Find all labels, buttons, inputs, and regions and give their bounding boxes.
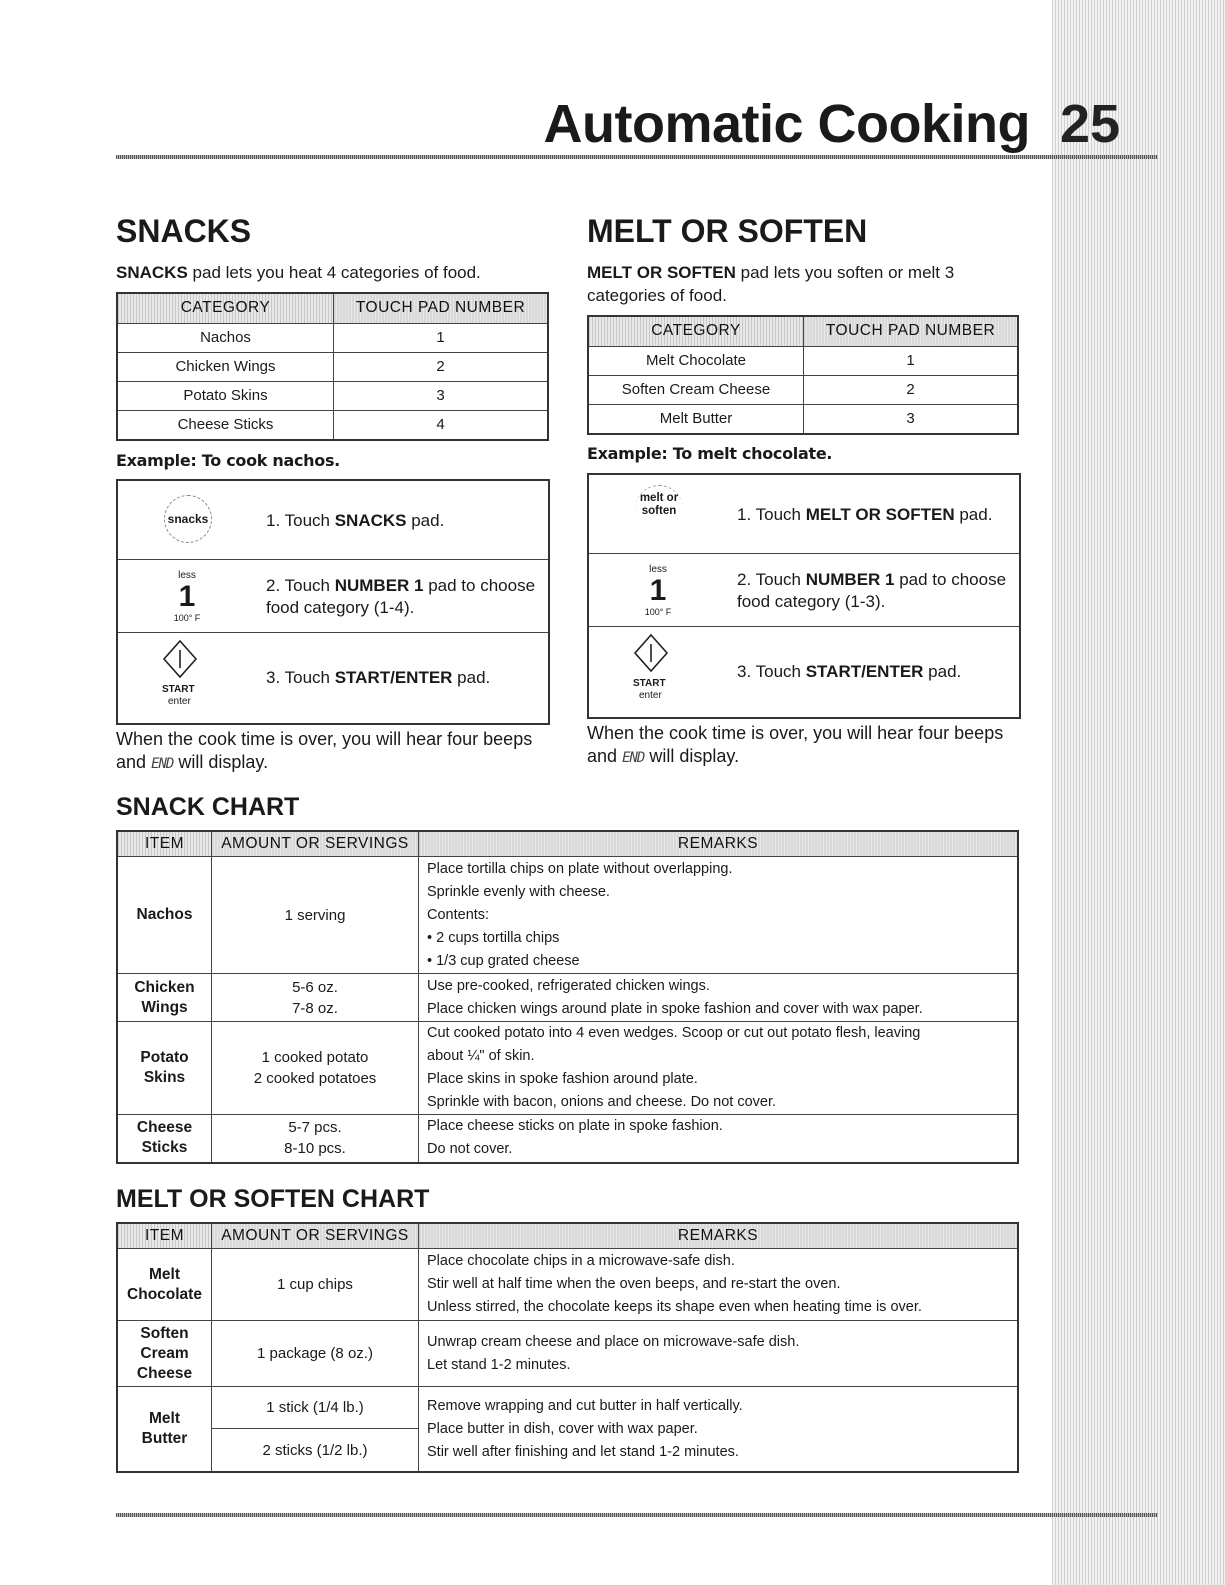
melt-chart-table: [116, 1222, 1019, 1473]
chart-remarks: [419, 1115, 1019, 1163]
amount-line: 5-7 pcs.: [288, 1119, 342, 1137]
table-row: [117, 1022, 1018, 1115]
header-rule: [116, 155, 1158, 159]
chart-item: [117, 1115, 212, 1163]
chart-amount: [212, 1022, 419, 1115]
start-enter-pad-icon: [633, 633, 693, 702]
amount-line: 8-10 pcs.: [284, 1140, 346, 1158]
number-one-pad-icon: [633, 564, 683, 618]
snacks-pad-number: 2: [334, 352, 549, 381]
item-line: Sticks: [141, 1139, 188, 1157]
table-row: [117, 410, 548, 440]
snacks-category-table: [116, 292, 549, 441]
melt-title: MELT OR SOFTEN: [587, 213, 868, 249]
melt-category: Melt Chocolate: [588, 346, 804, 375]
step-post: pad.: [923, 662, 962, 681]
chart-amount: 1 serving: [212, 857, 419, 974]
melt-pad-number: 3: [804, 404, 1019, 434]
page-number: 25: [1059, 94, 1121, 154]
chart-amount: [212, 974, 419, 1022]
remark-line: Use pre-cooked, refrigerated chicken wings.: [427, 977, 710, 994]
note-text: will display.: [649, 746, 740, 766]
start-enter-pad-icon: [162, 639, 222, 708]
table-row: [117, 857, 1018, 974]
page-edge-strip: [1052, 0, 1225, 1585]
chart-remarks: [419, 1249, 1019, 1321]
item-line: Cheese: [136, 1119, 193, 1137]
snacks-category: Potato Skins: [117, 381, 334, 410]
table-row: [117, 1387, 1018, 1473]
snacks-step-2: [118, 560, 548, 633]
footer-rule: [116, 1513, 1158, 1517]
amount-line: 2 cooked potatoes: [253, 1070, 377, 1087]
step-text: [737, 661, 1007, 683]
remark-line: Sprinkle with bacon, onions and cheese. Do not cover.: [427, 1094, 777, 1110]
icon-number: 1: [178, 580, 196, 613]
step-text: [266, 510, 536, 532]
icon-start-label: START: [162, 684, 195, 695]
icon-less-label: less: [178, 570, 196, 581]
step-pre: Touch: [284, 668, 335, 687]
remark-line: • 1/3 cup grated cheese: [427, 952, 580, 969]
snacks-pad-icon: snacks: [164, 495, 212, 543]
melt-chart-header-amount: AMOUNT OR SERVINGS: [212, 1223, 419, 1249]
snacks-title: SNACKS: [116, 213, 252, 249]
snack-chart-table: [116, 830, 1019, 1164]
step-pre: Touch: [284, 511, 335, 530]
melt-example: Example: To melt chocolate.: [587, 444, 833, 463]
start-diamond-icon: [633, 633, 669, 673]
remark-line: Place butter in dish, cover with wax paper.: [427, 1420, 698, 1437]
item-line: Chocolate: [127, 1285, 202, 1303]
snack-chart-header-item: ITEM: [117, 831, 212, 857]
remark-line: about ¼" of skin.: [427, 1048, 535, 1064]
melt-soften-pad-icon: [635, 485, 683, 534]
step-bold: NUMBER 1: [334, 576, 424, 595]
icon-number: 1: [649, 574, 667, 607]
icon-degree-label: 100° F: [173, 613, 201, 623]
chart-item: [117, 1387, 212, 1473]
snacks-example: Example: To cook nachos.: [116, 451, 340, 470]
table-row: [117, 323, 548, 352]
snacks-category: Cheese Sticks: [117, 410, 334, 440]
step-bold: START/ENTER: [805, 662, 924, 681]
icon-less-label: less: [649, 564, 667, 575]
snacks-intro-text: pad lets you heat 4 categories of food.: [192, 263, 481, 282]
step-text: [266, 575, 541, 619]
step-pre: Touch: [755, 570, 806, 589]
note-text: will display.: [178, 752, 269, 772]
melt-chart-header-remarks: REMARKS: [419, 1223, 1019, 1249]
step-text: [737, 504, 1012, 526]
chart-item: [117, 1249, 212, 1321]
icon-enter-label: enter: [168, 696, 191, 707]
melt-step-1: [589, 475, 1019, 554]
number-one-pad-icon: [162, 570, 212, 624]
snacks-pad-number: 4: [334, 410, 549, 440]
start-diamond-icon: [162, 639, 198, 679]
step-bold: MELT OR SOFTEN: [805, 505, 955, 524]
step-post: pad.: [406, 511, 445, 530]
table-row: [588, 375, 1018, 404]
snacks-completion-note: [116, 728, 556, 776]
item-line: Melt: [149, 1265, 180, 1283]
page-title: Automatic Cooking: [543, 94, 1030, 154]
melt-intro-bold: MELT OR SOFTEN: [587, 263, 736, 282]
step-number: 1.: [737, 505, 752, 524]
remark-line: Stir well at half time when the oven beeps, and re-start the oven.: [427, 1276, 841, 1292]
table-row: [117, 381, 548, 410]
snacks-header-category: CATEGORY: [117, 293, 334, 323]
icon-melt-label: melt or: [639, 492, 679, 504]
melt-intro: [587, 261, 1027, 307]
amount-line: 1 stick (1/4 lb.): [266, 1399, 364, 1416]
remark-line: Cut cooked potato into 4 even wedges. Scoop or cut out potato flesh, leaving: [427, 1025, 921, 1041]
melt-chart-header-item: ITEM: [117, 1223, 212, 1249]
table-row: [117, 974, 1018, 1022]
step-pre: Touch: [284, 576, 335, 595]
remark-line: Unless stirred, the chocolate keeps its shape even when heating time is over.: [427, 1299, 922, 1315]
table-row: [117, 352, 548, 381]
table-row: [117, 1249, 1018, 1321]
step-post: pad to choose food category (1-3).: [737, 570, 1007, 611]
item-line: Butter: [141, 1430, 188, 1447]
step-number: 3.: [737, 662, 752, 681]
remark-line: Place cheese sticks on plate in spoke fashion.: [427, 1118, 723, 1135]
chart-amount: [212, 1115, 419, 1163]
step-bold: SNACKS: [334, 511, 407, 530]
amount-line: 5-6 oz.: [292, 978, 338, 996]
table-row: [117, 1321, 1018, 1387]
item-line: Skins: [143, 1069, 186, 1086]
chart-remarks: [419, 1022, 1019, 1115]
melt-pad-number: 1: [804, 346, 1019, 375]
icon-enter-label: enter: [639, 690, 662, 701]
snacks-header-touch-pad: TOUCH PAD NUMBER: [334, 293, 549, 323]
remark-line: Do not cover.: [427, 1141, 513, 1158]
chart-amount: [212, 1387, 419, 1473]
chart-item: [117, 974, 212, 1022]
remark-line: Sprinkle evenly with cheese.: [427, 883, 610, 900]
item-line: Melt: [149, 1410, 180, 1427]
amount-line: 2 sticks (1/2 lb.): [212, 1428, 418, 1471]
melt-category-table: [587, 315, 1019, 435]
snacks-step-3: [118, 633, 548, 721]
snacks-intro: [116, 261, 556, 284]
remark-line: Place chicken wings around plate in spoke fashion and cover with wax paper.: [427, 1000, 923, 1017]
remark-line: Let stand 1-2 minutes.: [427, 1356, 571, 1373]
amount-line: 1 cooked potato: [261, 1049, 369, 1066]
snacks-steps-box: [116, 479, 550, 725]
table-row: [588, 404, 1018, 434]
step-number: 1.: [266, 511, 281, 530]
snack-chart-title: SNACK CHART: [116, 793, 300, 821]
icon-start-label: START: [633, 678, 666, 689]
step-pre: Touch: [755, 505, 806, 524]
step-number: 2.: [737, 570, 752, 589]
remark-line: Place tortilla chips on plate without overlapping.: [427, 860, 733, 877]
chart-amount: 1 cup chips: [212, 1249, 419, 1321]
remark-line: Contents:: [427, 906, 490, 923]
note-text: When the cook time is over, you will hear four beeps and: [116, 729, 533, 772]
step-post: pad to choose food category (1-4).: [266, 576, 536, 617]
melt-pad-number: 2: [804, 375, 1019, 404]
remark-line: Place skins in spoke fashion around plate.: [427, 1071, 698, 1087]
chart-remarks: [419, 974, 1019, 1022]
item-line: Soften: [140, 1324, 189, 1342]
amount-line: 7-8 oz.: [292, 999, 338, 1017]
remark-line: • 2 cups tortilla chips: [427, 929, 560, 946]
snack-chart-header-amount: AMOUNT OR SERVINGS: [212, 831, 419, 857]
step-pre: Touch: [755, 662, 806, 681]
melt-header-touch-pad: TOUCH PAD NUMBER: [804, 316, 1019, 346]
snack-chart-header-remarks: REMARKS: [419, 831, 1019, 857]
step-bold: NUMBER 1: [805, 570, 895, 589]
melt-step-3: [589, 627, 1019, 715]
snacks-intro-bold: SNACKS: [116, 263, 188, 282]
table-row: [117, 1115, 1018, 1163]
step-number: 3.: [266, 668, 281, 687]
chart-item: Nachos: [117, 857, 212, 974]
icon-degree-label: 100° F: [644, 607, 672, 617]
chart-item: [117, 1022, 212, 1115]
item-line: Cheese: [136, 1364, 193, 1382]
chart-remarks: [419, 1321, 1019, 1387]
step-post: pad.: [954, 505, 993, 524]
snacks-category: Chicken Wings: [117, 352, 334, 381]
end-display-text: END: [622, 750, 645, 766]
melt-step-2: [589, 554, 1019, 627]
melt-chart-title: MELT OR SOFTEN CHART: [116, 1185, 430, 1213]
melt-intro-text: pad lets you soften or melt 3 categories of food.: [587, 263, 955, 305]
step-number: 2.: [266, 576, 281, 595]
melt-category: Melt Butter: [588, 404, 804, 434]
item-line: Wings: [141, 998, 188, 1016]
step-text: [266, 667, 536, 689]
melt-category: Soften Cream Cheese: [588, 375, 804, 404]
item-line: Chicken: [134, 978, 195, 996]
step-text: [737, 569, 1012, 613]
snacks-category: Nachos: [117, 323, 334, 352]
chart-item: [117, 1321, 212, 1387]
step-post: pad.: [452, 668, 491, 687]
amount-split: [212, 1387, 418, 1471]
end-display-text: END: [151, 756, 174, 772]
step-bold: START/ENTER: [334, 668, 453, 687]
snacks-step-1: [118, 481, 548, 560]
item-line: Cream: [140, 1344, 189, 1362]
chart-amount: 1 package (8 oz.): [212, 1321, 419, 1387]
note-text: When the cook time is over, you will hear four beeps and: [587, 723, 1004, 766]
melt-completion-note: [587, 722, 1027, 770]
melt-header-category: CATEGORY: [588, 316, 804, 346]
remark-line: Remove wrapping and cut butter in half vertically.: [427, 1397, 743, 1414]
remark-line: Stir well after finishing and let stand 1-2 minutes.: [427, 1443, 739, 1460]
chart-remarks: [419, 857, 1019, 974]
item-line: Potato: [140, 1049, 189, 1066]
chart-remarks: [419, 1387, 1019, 1473]
snacks-pad-number: 3: [334, 381, 549, 410]
remark-line: Unwrap cream cheese and place on microwave-safe dish.: [427, 1333, 800, 1350]
icon-soften-label: soften: [641, 505, 677, 517]
table-row: [588, 346, 1018, 375]
melt-steps-box: [587, 473, 1021, 719]
snacks-pad-number: 1: [334, 323, 549, 352]
remark-line: Place chocolate chips in a microwave-safe dish.: [427, 1253, 735, 1269]
